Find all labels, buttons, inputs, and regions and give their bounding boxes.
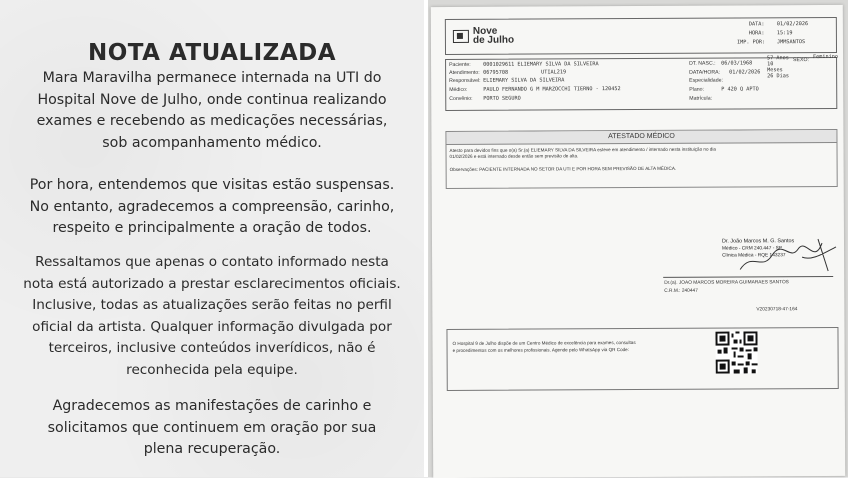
footer-line-1: O Hospital 9 de Julho dispõe de um Centro Médico de excelência para exames, consultas (452, 340, 636, 346)
note-line: terceiros, inclusive conteúdos inverídicos, não é (48, 340, 376, 356)
note-line: Ressaltamos que apenas o contato informado nesta (35, 254, 389, 270)
convenio-value: PORTO SEGURO (483, 95, 521, 102)
plano-label: Plano: (689, 86, 704, 93)
atendimento-value: 06795708 (483, 69, 509, 76)
atestado-box (445, 129, 837, 189)
convenio-label: Convênio: (449, 95, 473, 102)
note-title: NOTA ATUALIZADA (87, 40, 337, 66)
note-line: Inclusive, todas as atualizações serão feitas no perfil (32, 297, 392, 313)
paciente-value: 0001029611 ELIEMARY SILVA DA SILVEIRA (483, 61, 599, 68)
medical-certificate (431, 5, 845, 478)
responsavel-value: ELIEMARY SILVA DA SILVEIRA (483, 77, 565, 84)
qr-code-icon[interactable] (715, 331, 757, 373)
especialidade-label: Especialidade: (689, 77, 723, 84)
note-paragraph-1 (0, 68, 424, 154)
medico-label: Médico: (449, 86, 468, 93)
stamp-clinic: Clínica Médica - RQE 143237 (722, 253, 786, 259)
medico-value: PAULO FERNANDO G M MARZOCCHI TIERNO - 120452 (483, 86, 621, 93)
responsavel-label: Responsável: (449, 77, 481, 84)
header-data-label: DATA: (748, 21, 765, 28)
announcement-note (0, 0, 424, 477)
sexo-label: SEXO: (793, 57, 809, 64)
matricula-label: Matrícula: (689, 95, 713, 102)
handwritten-signature (732, 231, 842, 278)
nasc-label: DT. NASC.: (689, 60, 716, 67)
logo-mark-icon (453, 29, 469, 42)
note-line: respeito e principalmente a oração de todos. (52, 220, 372, 236)
logo-line-1: Nove (472, 25, 498, 37)
nasc-value: 06/03/1968 (721, 60, 753, 67)
note-line: nota está autorizado a prestar esclarecimentos oficiais. (23, 275, 401, 292)
header-imp-label: IMP. POR: (736, 39, 766, 46)
observacoes-text: Observações: PACIENTE INTERNADA NO SETOR DA UTI E POR HORA SEM PREVISÃO DE ALTA MÉDICA. (449, 165, 677, 172)
hospital-logo (453, 27, 514, 45)
note-line: oficial da artista. Qualquer informação divulgada por (32, 318, 392, 335)
sexo-value: Feminino (813, 53, 839, 61)
header-hora-label: HORA: (748, 30, 765, 37)
note-line: reconhecida pela equipe. (126, 361, 298, 378)
note-line: exames e recebendo as medicações necessárias, (36, 113, 388, 129)
note-paragraph-4 (0, 396, 424, 461)
signing-crm: C.R.M.: 240447 (664, 288, 698, 294)
note-line: solicitamos que continuem em oração por sua (47, 419, 377, 436)
datahora-value: 01/02/2026 (729, 69, 761, 76)
atendimento-room: UTIAL219 (541, 69, 567, 76)
header-data-value: 01/02/2026 (776, 21, 809, 28)
footer-line-2: e procedimentos com os melhores profissionais. Agende pelo WhatsApp via QR Code: (452, 347, 630, 353)
stamp-name: Dr. João Marcos M. G. Santos (721, 238, 795, 245)
footer-box (446, 327, 838, 391)
note-line: sob acompanhamento médico. (102, 134, 322, 151)
atestado-title: ATESTADO MÉDICO (608, 132, 675, 141)
atestado-text-line-2: 01/02/2026 e está internado desde então sem previsão de alta. (449, 153, 579, 159)
plano-value: P 420 Q APTO (721, 86, 759, 93)
note-line: Agradecemos as manifestações de carinho e (52, 398, 372, 414)
document-code: V20230718-47-164 (756, 307, 798, 313)
note-line: plena recuperação. (143, 441, 281, 457)
logo-line-2: de Julho (472, 34, 515, 46)
note-line: No entanto, agradecemos a compreensão, carinho, (29, 198, 395, 215)
header-imp-value: JMMSANTOS (776, 39, 806, 46)
note-line: Hospital Nove de Julho, onde continua realizando (37, 91, 387, 108)
atestado-text-line-1: Atesto para devidos fins que o(a) Sr.(a) ELIEMARY SILVA DA SILVEIRA esteve em atendimento / internado nesta instituição no dia (449, 146, 716, 153)
note-line: Mara Maravilha permanece internada na UTI do (42, 70, 382, 86)
header-hora-value: 15:19 (776, 30, 793, 37)
note-line: Por hora, entendemos que visitas estão suspensas. (29, 177, 395, 193)
idade-value: 57 Anos 10 Meses 26 Dias (767, 55, 790, 80)
paciente-label: Paciente: (449, 61, 471, 68)
datahora-label: DATA/HORA: (689, 69, 721, 76)
atendimento-label: Atendimento: (449, 69, 480, 76)
stamp-crm: Médico - CRM 240.447 - SP (722, 246, 783, 252)
note-paragraph-2 (0, 175, 424, 240)
signature-line (663, 276, 833, 278)
note-paragraph-3 (0, 252, 424, 381)
signing-doctor: Dr.(a). JOAO MARCOS MOREIRA GUIMARAES SANTOS (664, 280, 789, 286)
